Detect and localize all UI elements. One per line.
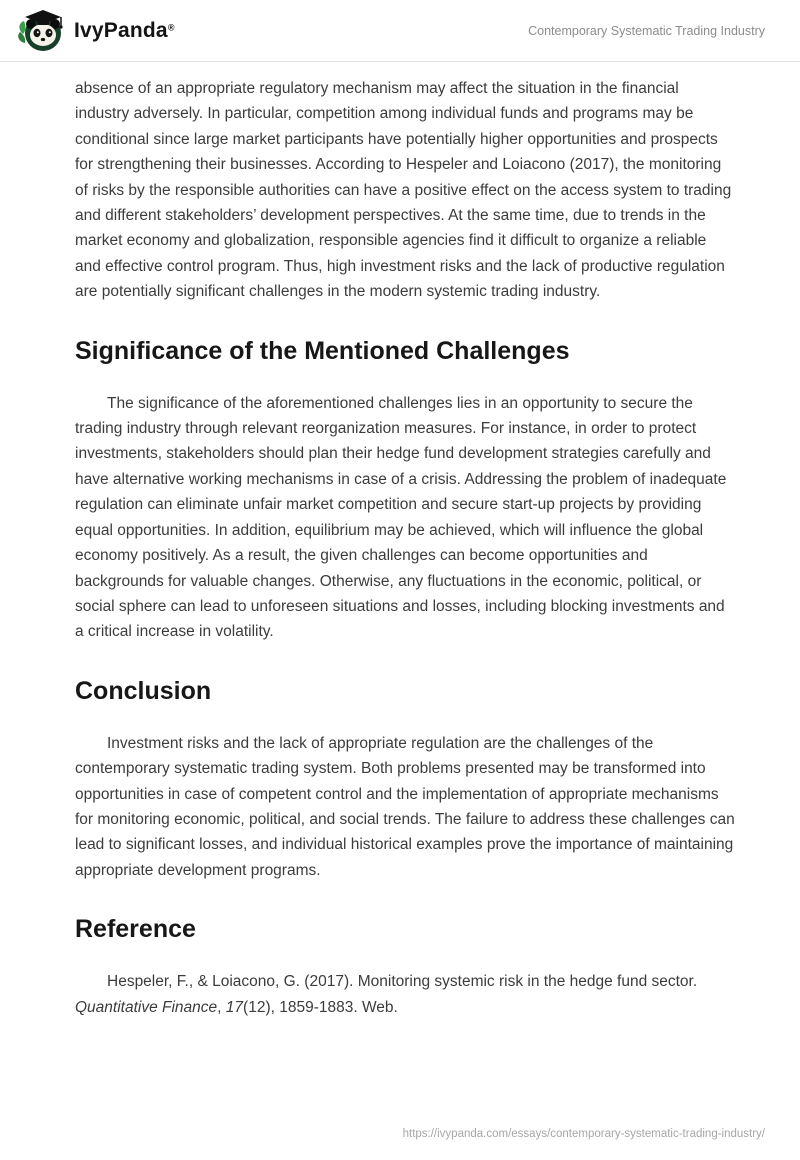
page-header xyxy=(0,0,800,62)
source-url: https://ivypanda.com/essays/contemporary-systematic-trading-industry/ xyxy=(402,1128,765,1140)
section-heading-conclusion: Conclusion xyxy=(75,676,212,705)
reference-text: Hespeler, F., & Loiacono, G. (2017). Monitoring systemic risk in the hedge fund sector. xyxy=(107,973,698,991)
section-heading-reference: Reference xyxy=(75,915,196,944)
paragraph-significance: The significance of the aforementioned challenges lies in an opportunity to secure the trading industry through relevant reorganization measures. For instance, in order to protect investments, stakeholders should plan their hedge fund development strategies carefully and have alternative working mechanisms in case of a crisis. Addressing the problem of inadequate regulation can eliminate unfair market competition and secure start-up projects by providing equal opportunities. In addition, equilibrium may be achieved, which will influence the global economy positively. As a result, the given challenges can become opportunities and backgrounds for valuable changes. Otherwise, any fluctuations in the economic, political, or social sphere can lead to unforeseen situations and losses, including blocking investments and a critical increase in volatility. xyxy=(75,394,727,641)
brand-name: IvyPanda® xyxy=(74,18,175,42)
registered-mark: ® xyxy=(167,22,175,33)
paragraph-conclusion: Investment risks and the lack of appropriate regulation are the challenges of the contemporary systematic trading system. Both problems presented may be transformed into opportunities in case of competent control and the implementation of appropriate mechanisms for monitoring economic, political, and social trends. The failure to address these challenges can lead to significant losses, and individual historical examples prove the importance of maintaining appropriate development programs. xyxy=(75,734,735,879)
reference-entry xyxy=(75,969,736,1020)
paragraph-regulation-risks: absence of an appropriate regulatory mechanism may affect the situation in the financial industry adversely. In particular, competition among individual funds and programs may be conditional since large market participants have potentially higher opportunities and prospects for strengthening their businesses. According to Hespeler and Loiacono (2017), the monitoring of risks by the responsible authorities can have a positive effect on the access system to trading and different stakeholders’ development perspectives. At the same time, due to trends in the market economy and globalization, responsible agencies find it difficult to organize a reliable and effective control program. Thus, high investment risks and the lack of productive regulation are potentially significant challenges in the modern systemic trading industry. xyxy=(75,80,732,301)
brand xyxy=(16,7,174,55)
document-content xyxy=(0,62,800,1020)
reference-volume: 17 xyxy=(225,998,244,1016)
reference-issue-pages: (12), 1859-1883. Web. xyxy=(243,998,398,1016)
ivypanda-logo-icon xyxy=(16,7,64,55)
page-footer xyxy=(403,1124,765,1142)
reference-separator: , xyxy=(217,998,226,1016)
section-heading-significance: Significance of the Mentioned Challenges xyxy=(75,336,570,365)
reference-journal-title: Quantitative Finance xyxy=(75,998,218,1016)
running-head-title: Contemporary Systematic Trading Industry xyxy=(528,23,765,38)
